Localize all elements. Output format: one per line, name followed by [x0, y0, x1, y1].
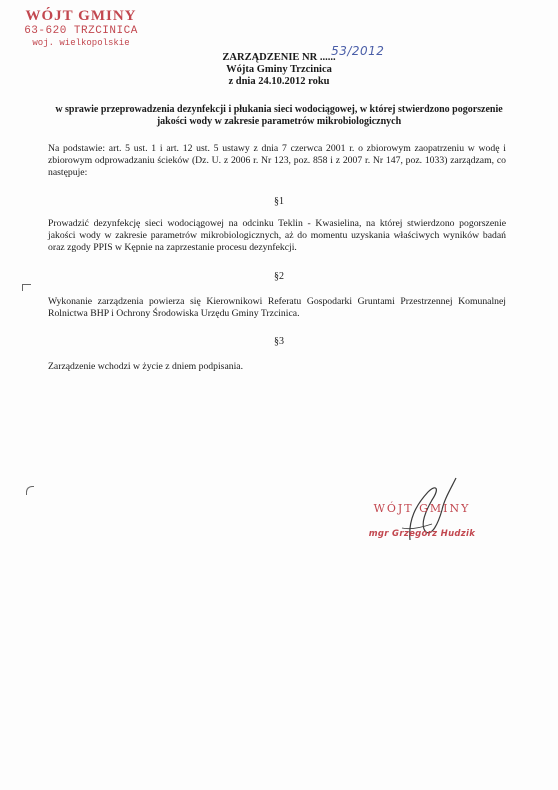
- handwritten-ordinance-number: 53/2012: [331, 44, 385, 58]
- signatory-name: mgr Grzegorz Hudzik: [368, 529, 476, 539]
- ordinance-number-line: [150, 44, 408, 64]
- office-stamp: [6, 8, 156, 49]
- margin-mark: [26, 486, 34, 495]
- section-mark-1: §1: [274, 196, 284, 207]
- stamp-region: woj. wielkopolskie: [32, 38, 130, 48]
- section-text-2: Wykonanie zarządzenia powierza się Kierownikowi Referatu Gospodarki Gruntami Przestrzennej Komunalnej Rolnictwa BHP i Ochrony Środowiska Urzędu Gminy Trzcinica.: [48, 296, 506, 319]
- section-text-3: Zarządzenie wchodzi w życie z dniem podpisania.: [48, 361, 244, 372]
- ordinance-number-label: ZARZĄDZENIE NR ......: [222, 52, 336, 63]
- document-header: [150, 44, 408, 88]
- margin-mark: [22, 284, 31, 291]
- signature-stamp: [362, 502, 482, 539]
- stamp-title: WÓJT GMINY: [25, 8, 137, 24]
- date-line: z dnia 24.10.2012 roku: [228, 76, 330, 87]
- signature-title: WÓJT GMINY: [373, 502, 471, 515]
- issuer-line: Wójta Gminy Trzcinica: [226, 64, 332, 75]
- section-mark-2: §2: [274, 271, 284, 282]
- ordinance-subject: w sprawie przeprowadzenia dezynfekcji i płukania sieci wodociągowej, w której stwierdzono pogorszenie jakości wody w zakresie parametrów mikrobiologicznych: [55, 104, 503, 127]
- section-mark-3: §3: [274, 336, 284, 347]
- section-text-1: Prowadzić dezynfekcję sieci wodociągowej na odcinku Teklin - Kwasielina, na której stwierdzono pogorszenie jakości wody w zakresie parametrów mikrobiologicznych, aż do momentu uzyskania właściwych wyników badań oraz zgody PPIS w Kępnie na zaprzestanie procesu dezynfekcji.: [48, 218, 506, 253]
- stamp-address: 63-620 TRZCINICA: [24, 25, 138, 37]
- legal-basis-paragraph: Na podstawie: art. 5 ust. 1 i art. 12 ust. 5 ustawy z dnia 7 czerwca 2001 r. o zbiorowym zaopatrzeniu w wodę i zbiorowym odprowadzaniu ścieków (Dz. U. z 2006 r. Nr 123, poz. 858 i z 2007 r. Nr 147, poz. 1033) zarządzam, co następuje:: [48, 143, 506, 178]
